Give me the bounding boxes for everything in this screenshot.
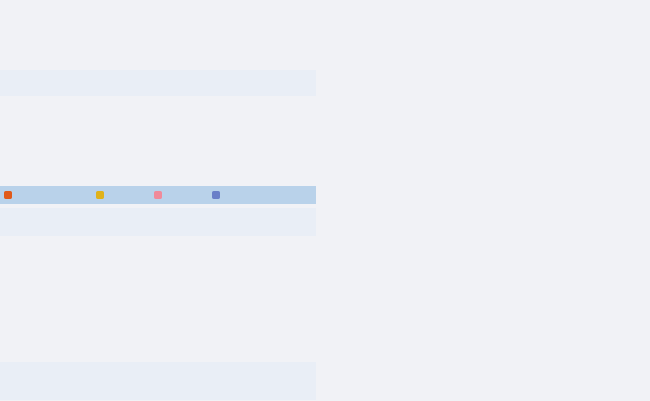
fair-swatch-icon <box>154 191 162 199</box>
miniature-row <box>0 362 316 400</box>
rating-legend <box>0 186 316 204</box>
poor-swatch-icon <box>212 191 220 199</box>
excellent-swatch-icon <box>4 191 12 199</box>
characteristics-table <box>0 66 316 401</box>
table-header-row <box>0 70 316 96</box>
series-header-row <box>0 208 316 236</box>
good-swatch-icon <box>96 191 104 199</box>
